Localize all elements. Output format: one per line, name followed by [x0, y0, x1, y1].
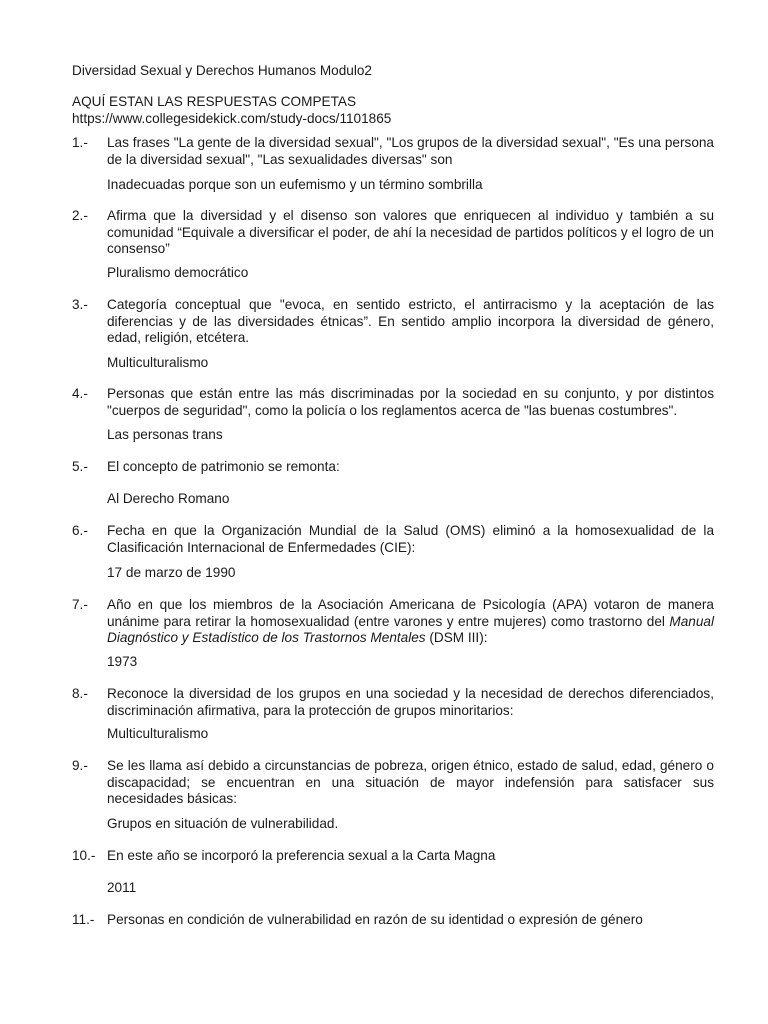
answer-text: 17 de marzo de 1990 [107, 565, 236, 580]
question-item [72, 686, 714, 741]
answer-text: Pluralismo democrático [107, 265, 249, 280]
question-number: 9.- [72, 758, 88, 773]
question-text: Fecha en que la Organización Mundial de la Salud (OMS) eliminó a la homosexualidad de la Clasificación Internacional de Enfermedades (CIE): [107, 523, 714, 555]
question-text: Categoría conceptual que "evoca, en sentido estricto, el antirracismo y la aceptación de las diferencias y de las diversidades étnicas”. En sentido amplio incorpora la diversidad de género, edad, religión, etcétera. [107, 297, 714, 345]
document-header [72, 94, 391, 127]
question-item [72, 912, 714, 929]
question-text: Personas en condición de vulnerabilidad en razón de su identidad o expresión de género [107, 912, 643, 927]
question-number: 10.- [72, 848, 96, 863]
question-number: 8.- [72, 686, 88, 701]
question-item [72, 597, 714, 669]
manual-title: Manual Diagnóstico y Estadístico de los Trastornos Mentales [107, 613, 714, 645]
answer-text: Al Derecho Romano [107, 491, 230, 506]
document-title: Diversidad Sexual y Derechos Humanos Modulo2 [72, 63, 372, 78]
question-text: Las frases "La gente de la diversidad sexual", "Los grupos de la diversidad sexual", "Es una persona de la diversidad sexual", "Las sexualidades diversas" son [107, 135, 714, 167]
question-number: 1.- [72, 135, 88, 150]
question-number: 6.- [72, 523, 88, 538]
question-text: Afirma que la diversidad y el disenso son valores que enriquecen al individuo y también a su comunidad “Equivale a diversificar el poder, de ahí la necesidad de partidos políticos y el logro de un consenso” [107, 208, 714, 256]
question-text: Personas que están entre las más discriminadas por la sociedad en su conjunto, y por distintos "cuerpos de seguridad", como la policía o los reglamentos acerca de "las buenas costumbres". [107, 386, 714, 418]
answer-text: Inadecuadas porque son un eufemismo y un término sombrilla [107, 177, 483, 192]
question-item [72, 135, 714, 192]
answer-text: 2011 [107, 880, 137, 895]
question-item [72, 208, 714, 280]
question-item [72, 523, 714, 580]
question-text: El concepto de patrimonio se remonta: [107, 459, 340, 474]
question-text: En este año se incorporó la preferencia sexual a la Carta Magna [107, 848, 496, 863]
question-number: 3.- [72, 297, 88, 312]
question-item [72, 758, 714, 831]
answer-text: 1973 [107, 654, 138, 669]
question-item [72, 848, 714, 895]
question-number: 11.- [72, 912, 95, 927]
answer-text: Las personas trans [107, 427, 223, 442]
question-number: 5.- [72, 459, 88, 474]
source-url: https://www.collegesidekick.com/study-docs/1101865 [72, 110, 392, 126]
question-text-end: (DSM III): [425, 630, 488, 645]
answer-text: Multiculturalismo [107, 355, 209, 370]
question-number: 2.- [72, 208, 88, 223]
question-item [72, 297, 714, 370]
question-text-start: Año en que los miembros de la Asociación Americana de Psicología (APA) votaron de manera unánime para retirar la homosexualidad (entre varones y entre mujeres) como trastorno del [107, 597, 714, 629]
question-number: 4.- [72, 386, 88, 401]
answers-heading: AQUÍ ESTAN LAS RESPUESTAS COMPETAS [72, 94, 357, 109]
answer-text: Multiculturalismo [107, 726, 209, 741]
question-number: 7.- [72, 597, 88, 612]
answer-text: Grupos en situación de vulnerabilidad. [107, 816, 339, 831]
question-text: Se les llama así debido a circunstancias de pobreza, origen étnico, estado de salud, edad, género o discapacidad; se encuentran en una situación de mayor indefensión para satisfacer sus necesidades básicas: [107, 758, 714, 806]
question-text [107, 597, 714, 647]
question-item [72, 386, 714, 442]
question-text: Reconoce la diversidad de los grupos en una sociedad y la necesidad de derechos diferenciados, discriminación afirmativa, para la protección de grupos minoritarios: [107, 686, 714, 718]
question-item [72, 459, 714, 506]
